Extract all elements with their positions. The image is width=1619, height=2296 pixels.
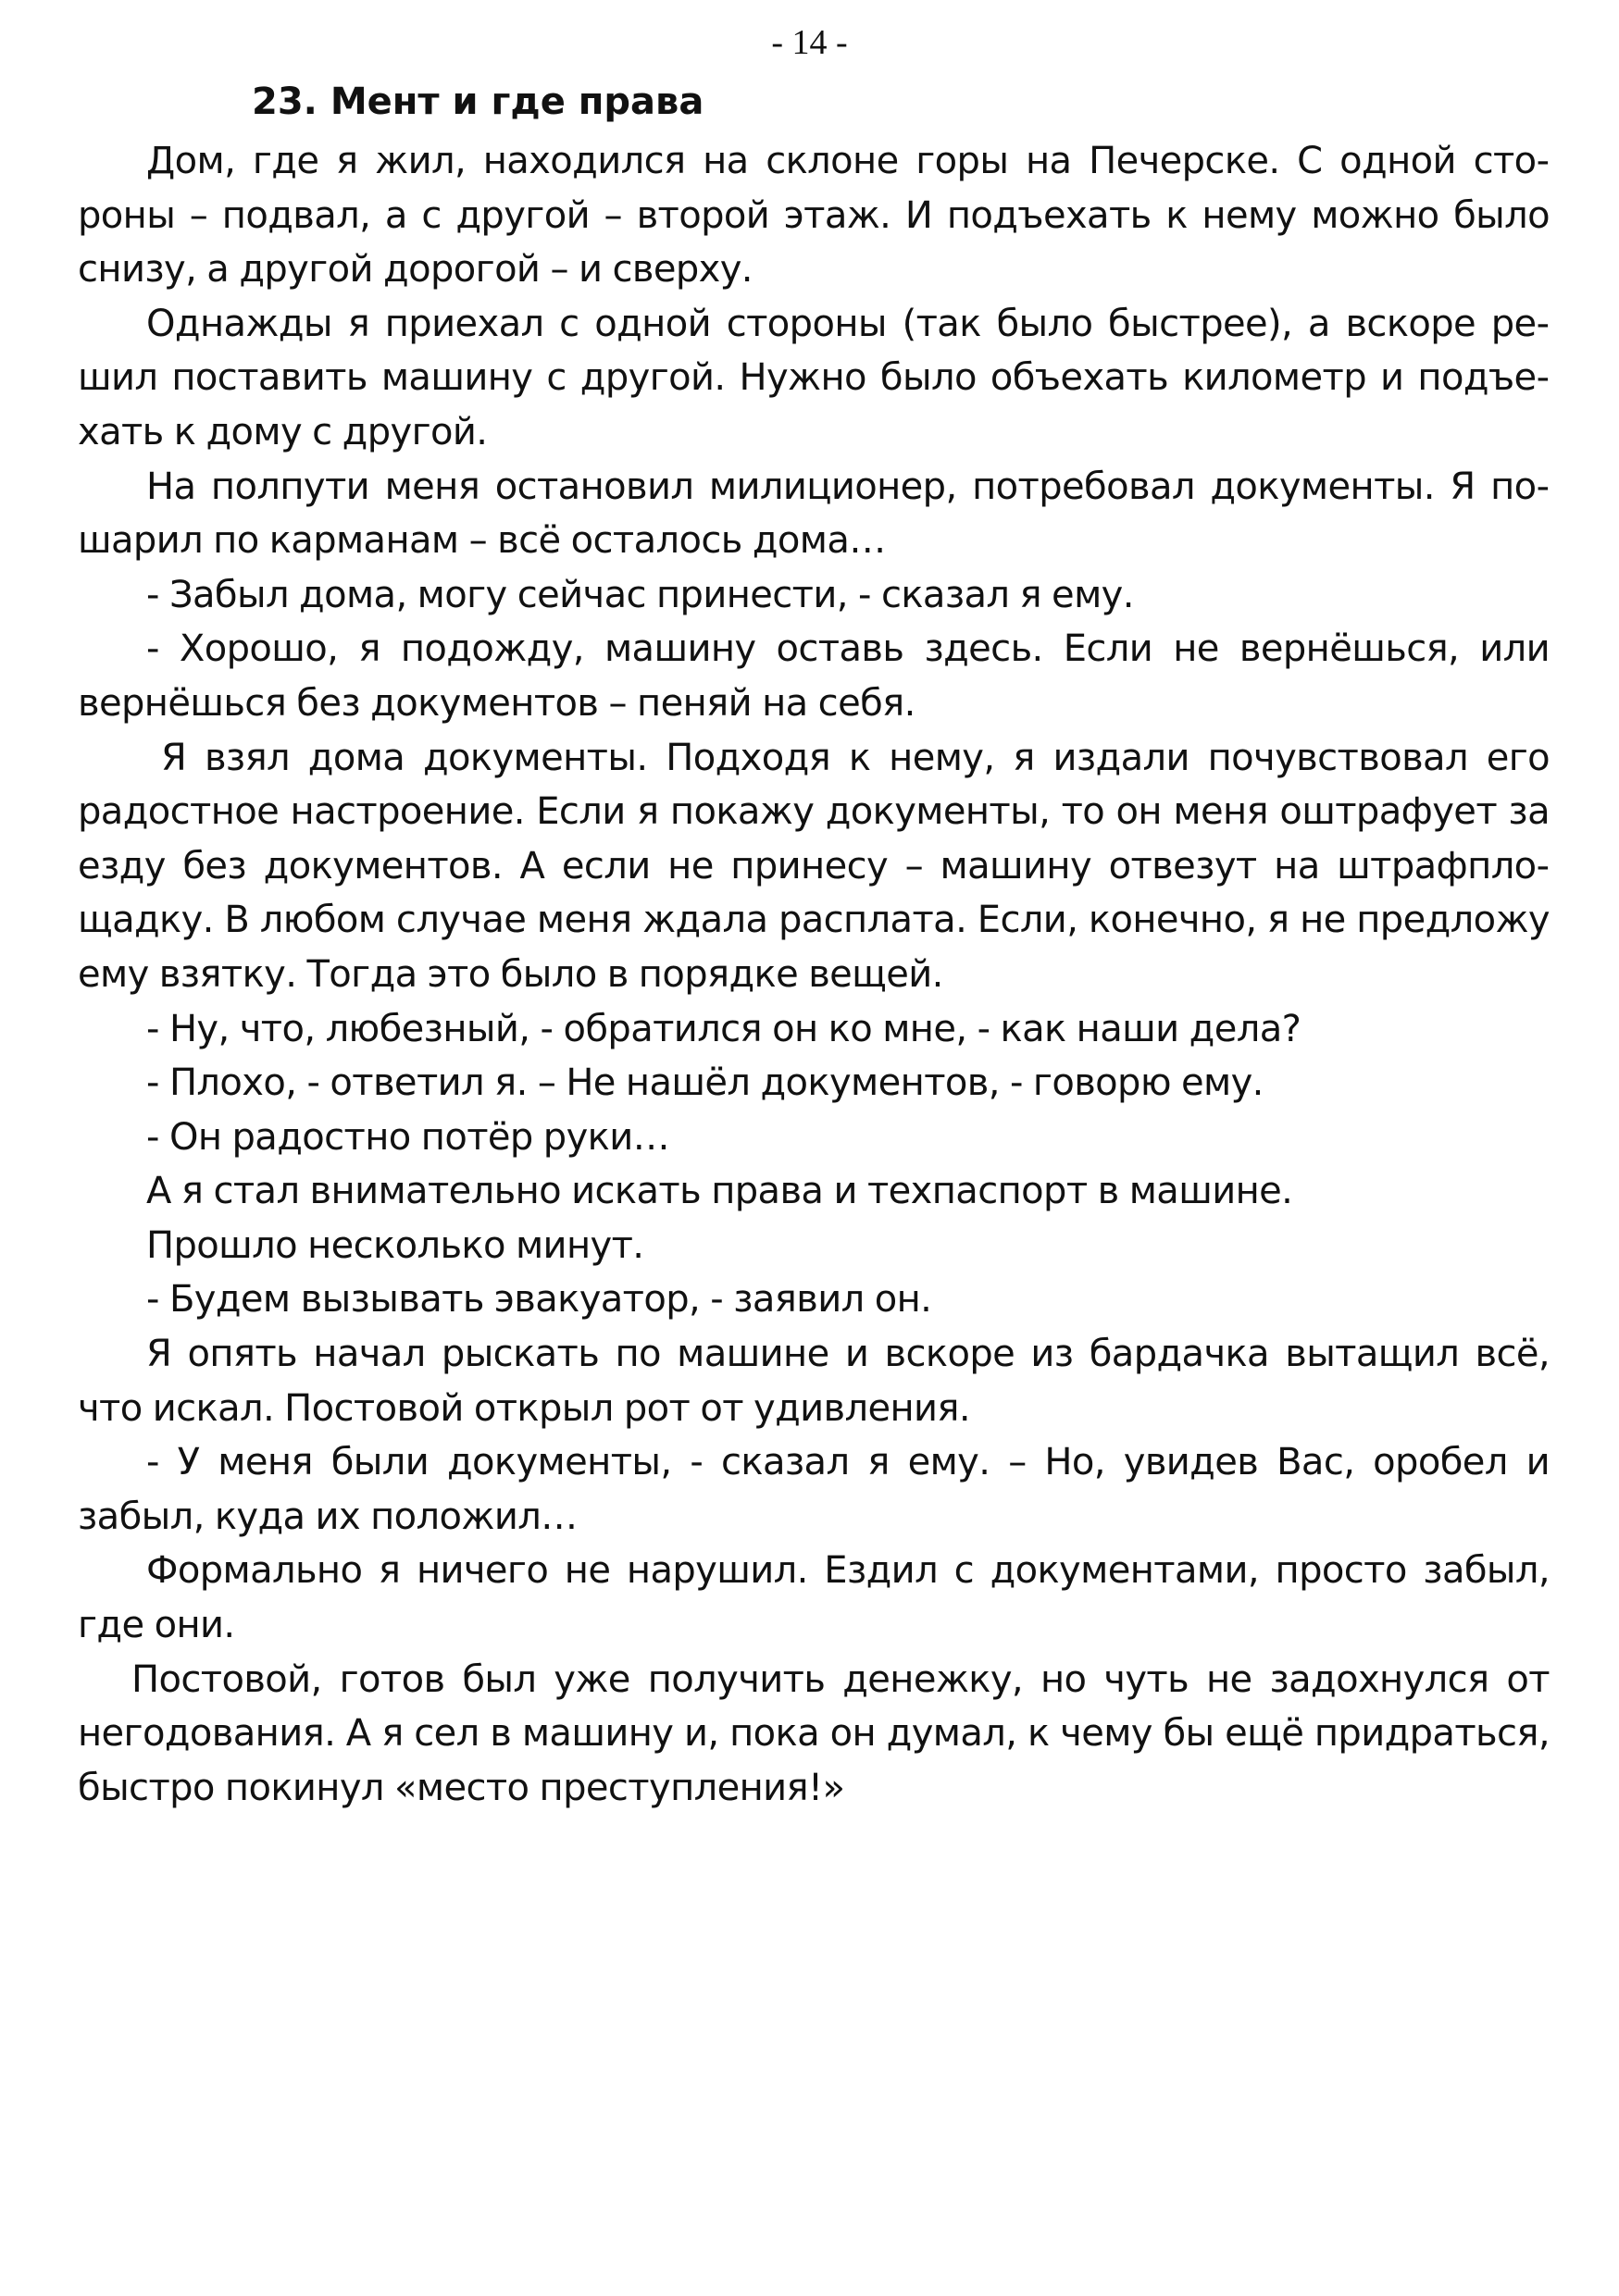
chapter-number: 23. <box>252 81 318 123</box>
paragraph: Однажды я приехал с одной стороны (так было быстрее), а вскоре решил поставить машину с другой. Нужно было объехать километр и подъехать к дому с другой. <box>78 302 1550 453</box>
chapter-heading <box>252 76 704 128</box>
paragraph: Формально я ничего не нарушил. Ездил с документами, просто забыл, где они. <box>78 1549 1550 1647</box>
dialogue-line: - Забыл дома, могу сейчас принести, - сказал я ему. <box>146 573 1134 616</box>
paragraph: Я опять начал рыскать по машине и вскоре из бардачка вытащил всё, что искал. Постовой открыл рот от удивления. <box>78 1333 1550 1430</box>
page-number: - 14 - <box>771 23 848 62</box>
dialogue-line: - У меня были документы, - сказал я ему. – Но, увидев Вас, оробел и забыл, куда их положил… <box>78 1441 1550 1538</box>
dialogue-line: - Плохо, - ответил я. – Не нашёл документов, - говорю ему. <box>146 1061 1264 1105</box>
chapter-title: Мент и где права <box>330 81 704 123</box>
paragraph: Постовой, готов был уже получить денежку, но чуть не задохнулся от негодования. А я сел в машину и, пока он думал, к чему бы ещё придраться, быстро покинул «место преступления!» <box>78 1657 1550 1809</box>
dialogue-line: - Ну, что, любезный, - обратился он ко мне, - как наши дела? <box>146 1007 1301 1050</box>
paragraph: Я взял дома документы. Подходя к нему, я издали почувствовал его радостное настроение. Если я покажу документы, то он меня оштрафует за езду без документов. А если не принесу – машину отвезут на штрафплощадку. В любом случае меня ждала расплата. Если, конечно, я не предложу ему взятку. Тогда это было в порядке вещей. <box>78 736 1550 996</box>
paragraph: А я стал внимательно искать права и техпаспорт в машине. <box>146 1170 1293 1213</box>
paragraph: Прошло несколько минут. <box>146 1223 644 1267</box>
story-text <box>78 134 1550 1815</box>
paragraph: Дом, где я жил, находился на склоне горы на Печерске. С одной стороны – подвал, а с другой – второй этаж. И подъехать к нему можно было снизу, а другой дорогой – и сверху. <box>78 140 1550 292</box>
paragraph: На полпути меня остановил милиционер, потребовал документы. Я пошарил по карманам – всё осталось дома… <box>78 465 1550 563</box>
dialogue-line: - Будем вызывать эвакуатор, - заявил он. <box>146 1278 932 1322</box>
dialogue-line: - Хорошо, я подожду, машину оставь здесь. Если не вернёшься, или вернёшься без документов – пеняй на себя. <box>78 627 1550 725</box>
dialogue-line: - Он радостно потёр руки… <box>146 1115 670 1159</box>
